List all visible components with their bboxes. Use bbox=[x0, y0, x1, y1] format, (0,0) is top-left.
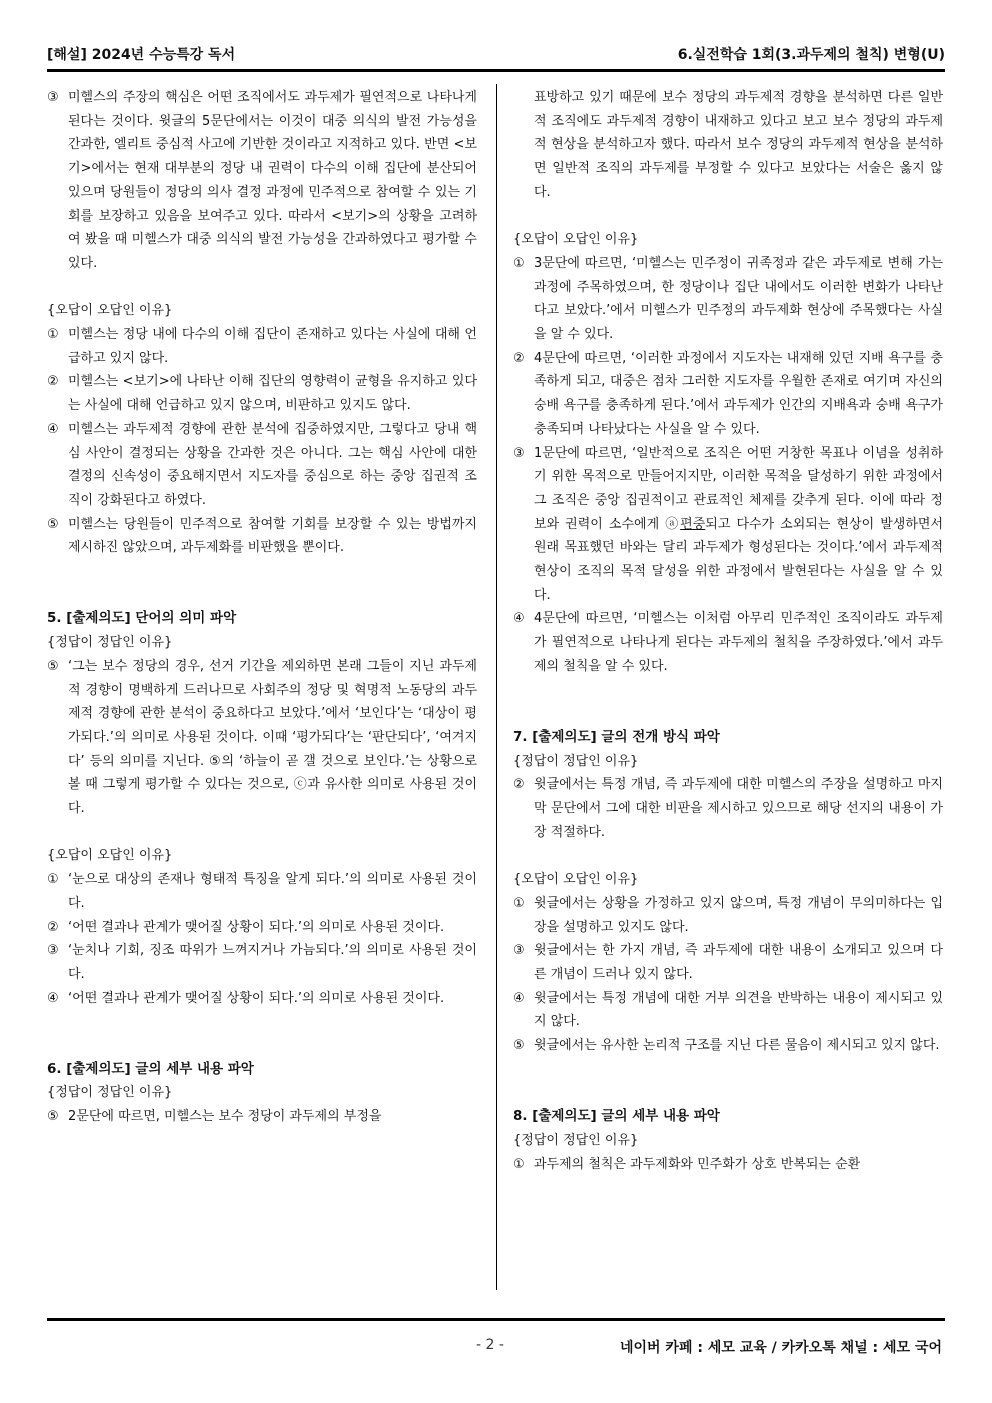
wrong-item bbox=[513, 347, 943, 442]
correct-answer-label: {정답이 정답인 이유} bbox=[47, 1085, 173, 1101]
item-text: 윗글에서는 유사한 논리적 구조를 지닌 다른 물음이 제시되고 있지 않다. bbox=[534, 1038, 940, 1054]
page-header bbox=[47, 44, 945, 66]
correct-item bbox=[47, 1105, 477, 1129]
right-column bbox=[513, 86, 943, 1176]
item-text: 미헬스의 주장의 핵심은 어떤 조직에서도 과두제가 필연적으로 나타나게 된다는 것이다. 윗글의 5문단에서는 이것이 대중 의식의 발전 가능성을 간과한, 엘리트 중심적 사고에 기반한 것이라고 지적하고 있다. 반면 <보기>에서는 현재 대부분의 정당 내 권력이 다수의 이해 집단에 분산되어 있으며 당원들이 정당의 의사 결정 과정에 민주적으로 참여할 수 있는 기회를 보장하고 있음을 보여주고 있다. 따라서 <보기>의 상황을 고려하여 봤을 때 미헬스가 대중 의식의 발전 가능성을 간과하였다고 평가할 수 있다. bbox=[68, 90, 477, 271]
header-title-right: 6.실전학습 1회(3.과두제의 철칙) 변형(U) bbox=[677, 47, 945, 63]
item-number: ③ bbox=[513, 445, 525, 461]
item-number: ② bbox=[513, 350, 525, 366]
item-number: ① bbox=[513, 1156, 525, 1172]
wrong-item bbox=[513, 939, 943, 986]
item-number: ③ bbox=[47, 90, 59, 105]
item-number: ⑤ bbox=[47, 516, 59, 532]
item-text: 과두제의 철칙은 과두제화와 민주화가 상호 반복되는 순환 bbox=[534, 1156, 861, 1172]
wrong-item bbox=[47, 418, 477, 513]
item-text: ‘눈치나 기회, 징조 따위가 느껴지거나 가늠되다.’의 의미로 사용된 것이다. bbox=[68, 943, 477, 982]
item-number: ② bbox=[47, 919, 59, 935]
wrong-item bbox=[47, 916, 477, 940]
item-number: ④ bbox=[513, 611, 525, 627]
item-number: ④ bbox=[47, 990, 59, 1006]
item-number: ③ bbox=[513, 943, 525, 959]
header-title-left: [해설] 2024년 수능특강 독서 bbox=[47, 47, 236, 63]
question-heading: 8. [출제의도] 글의 세부 내용 파악 bbox=[513, 1108, 720, 1125]
wrong-item bbox=[47, 513, 477, 560]
wrong-item bbox=[47, 939, 477, 986]
item-number: ③ bbox=[47, 943, 59, 959]
wrong-item bbox=[47, 323, 477, 370]
wrong-item bbox=[513, 892, 943, 939]
item-number: ⑤ bbox=[47, 1109, 59, 1125]
page-number: - 2 - bbox=[476, 1337, 504, 1353]
item-text: 미헬스는 과두제적 경향에 관한 분석에 집중하였지만, 그렇다고 당내 핵심 사안이 결정되는 상황을 간과한 것은 아니다. 그는 핵심 사안에 대한 결정의 신속성이 중요해지면서 지도자를 중심으로 하는 중앙 집권적 조직이 강화된다고 하였다. bbox=[68, 421, 477, 508]
item-text: 윗글에서는 상황을 가정하고 있지 않으며, 특정 개념이 무의미하다는 입장을 설명하고 있지도 않다. bbox=[534, 895, 943, 935]
item-number: ① bbox=[513, 255, 525, 271]
item-text: 윗글에서는 특정 개념, 즉 과두제에 대한 미헬스의 주장을 설명하고 마지막 문단에서 그에 대한 비판을 제시하고 있으므로 해당 선지의 내용이 가장 적절하다. bbox=[534, 777, 943, 840]
correct-item bbox=[513, 773, 943, 844]
correct-answer-label: {정답이 정답인 이유} bbox=[513, 753, 639, 769]
item-text: ‘그는 보수 정당의 경우, 선거 기간을 제외하면 본래 그들이 지닌 과두제적 경향이 명백하게 드러나므로 사회주의 정당 및 혁명적 노동당의 과두제적 경향에 관한 분석이 중요하다고 보았다.’에서 ‘보인다’는 ‘대상이 평가되다.’의 의미로 사용된 것이다. 이때 ‘평가되다’는 ‘판단되다’, ‘여겨지다’ 등의 의미를 지닌다. ⑤의 ‘하늘이 곧 갤 것으로 보인다.’는 상황으로 볼 때 그렇게 평가할 수 있다는 것으로, ⓒ과 유사한 의미로 사용된 것이다. bbox=[68, 658, 477, 817]
item-number: ① bbox=[513, 895, 525, 911]
text-after: 되고 다수가 소외되는 현상이 발생하면서 원래 목표했던 바와는 달리 과두제가 형성된다는 것이다.’에서 과두제적 현상이 조직의 목적 달성을 위한 과정에서 발현된다는 사실을 알 수 있다. bbox=[534, 516, 943, 603]
wrong-item bbox=[513, 252, 943, 347]
item-number: ④ bbox=[513, 990, 525, 1006]
item-text bbox=[534, 442, 943, 608]
item-number: ② bbox=[47, 374, 59, 390]
wrong-answer-label: {오답이 오답인 이유} bbox=[47, 848, 173, 864]
item-number: ① bbox=[47, 327, 59, 343]
correct-item bbox=[47, 655, 477, 821]
item-text: 윗글에서는 특정 개념에 대한 거부 의견을 반박하는 내용이 제시되고 있지 않다. bbox=[534, 990, 943, 1030]
wrong-answer-label: {오답이 오답인 이유} bbox=[513, 872, 639, 888]
continued-text: 표방하고 있기 때문에 보수 정당의 과두제적 경향을 분석하면 다른 일반적 조직에도 과두제적 경향이 내재하고 있다고 보고 보수 정당의 과두제적 현상을 분석하고자 했다. 따라서 보수 정당의 과두제적 현상을 분석하면 일반적 조직의 과두제를 부정할 수 있다고 보았다는 서술은 옳지 않다. bbox=[534, 90, 943, 200]
item-text: 3문단에 따르면, ‘미헬스는 민주정이 귀족정과 같은 과두제로 변해 가는 과정에 주목하였으며, 한 정당이나 집단 내에서도 이러한 변화가 나타난다고 보았다.’에서 미헬스가 민주정의 과두제화 현상에 주목했다는 사실을 알 수 있다. bbox=[534, 255, 943, 343]
header-rule bbox=[47, 69, 945, 72]
footer-rule bbox=[47, 1318, 945, 1321]
correct-answer-label: {정답이 정답인 이유} bbox=[47, 635, 173, 651]
wrong-answer-label: {오답이 오답인 이유} bbox=[513, 232, 639, 248]
wrong-item bbox=[513, 987, 943, 1034]
item-number: ⑤ bbox=[47, 658, 59, 674]
item-text: ‘어떤 결과나 관계가 맺어질 상황이 되다.’의 의미로 사용된 것이다. bbox=[68, 990, 445, 1006]
answer-item bbox=[47, 86, 477, 276]
item-number: ⑤ bbox=[513, 1038, 525, 1054]
wrong-item bbox=[513, 1034, 943, 1058]
item-text: 미헬스는 당원들이 민주적으로 참여할 기회를 보장할 수 있는 방법까지 제시하진 않았으며, 과두제화를 비판했을 뿐이다. bbox=[68, 516, 477, 556]
column-divider bbox=[496, 84, 497, 1290]
question-heading: 7. [출제의도] 글의 전개 방식 파악 bbox=[513, 728, 720, 745]
item-number: ② bbox=[513, 777, 525, 793]
wrong-item bbox=[47, 370, 477, 417]
footer-contact: 네이버 카페 : 세모 교육 / 카카오톡 채널 : 세모 국어 bbox=[619, 1340, 942, 1356]
wrong-item bbox=[513, 607, 943, 678]
item-number: ① bbox=[47, 872, 59, 888]
question-heading: 6. [출제의도] 글의 세부 내용 파악 bbox=[47, 1060, 254, 1077]
correct-item bbox=[513, 1153, 943, 1177]
item-text: 2문단에 따르면, 미헬스는 보수 정당이 과두제의 부정을 bbox=[68, 1109, 382, 1125]
item-text: 윗글에서는 한 가지 개념, 즉 과두제에 대한 내용이 소개되고 있으며 다른 개념이 드러나 있지 않다. bbox=[534, 943, 943, 982]
item-text: 4문단에 따르면, ‘이러한 과정에서 지도자는 내재해 있던 지배 욕구를 충족하게 되고, 대중은 점차 그러한 지도자를 우월한 존재로 여기며 자신의 숭배 욕구를 충족하게 된다.’에서 과두제가 인간의 지배욕과 숭배 욕구가 충족되며 나타났다는 사실을 알 수 있다. bbox=[534, 350, 943, 437]
left-column bbox=[47, 86, 477, 1129]
item-text: 미헬스는 <보기>에 나타난 이해 집단의 영향력이 균형을 유지하고 있다는 사실에 대해 언급하고 있지 않으며, 비판하고 있지도 않다. bbox=[68, 374, 477, 414]
item-text: 미헬스는 정당 내에 다수의 이해 집단이 존재하고 있다는 사실에 대해 언급하고 있지 않다. bbox=[68, 327, 477, 366]
text-before: 1문단에 따르면, ‘일반적으로 조직은 어떤 거창한 목표나 이념을 성취하기 위한 목적으로 만들어지지만, 이러한 목적을 달성하기 위한 과정에서 그 조직은 중앙 집권적이고 관료적인 체제를 갖추게 된다. 이에 따라 정보와 권력이 소수에게 ⓐ bbox=[534, 445, 943, 532]
wrong-item bbox=[513, 442, 943, 608]
item-text: ‘눈으로 대상의 존재나 형태적 특징을 알게 되다.’의 의미로 사용된 것이다. bbox=[68, 872, 477, 911]
wrong-answer-label: {오답이 오답인 이유} bbox=[47, 303, 173, 319]
underlined-word: 편중 bbox=[680, 516, 706, 532]
item-text: 4문단에 따르면, ‘미헬스는 이처럼 아무리 민주적인 조직이라도 과두제가 필연적으로 나타나게 된다는 과두제의 철칙을 주장하였다.’에서 과두제의 철칙을 알 수 있다. bbox=[534, 611, 943, 674]
wrong-item bbox=[47, 868, 477, 915]
item-number: ④ bbox=[47, 421, 59, 437]
item-text: ‘어떤 결과나 관계가 맺어질 상황이 되다.’의 의미로 사용된 것이다. bbox=[68, 919, 445, 935]
question-heading: 5. [출제의도] 단어의 의미 파악 bbox=[47, 610, 237, 627]
wrong-item bbox=[47, 987, 477, 1011]
correct-answer-label: {정답이 정답인 이유} bbox=[513, 1132, 639, 1148]
